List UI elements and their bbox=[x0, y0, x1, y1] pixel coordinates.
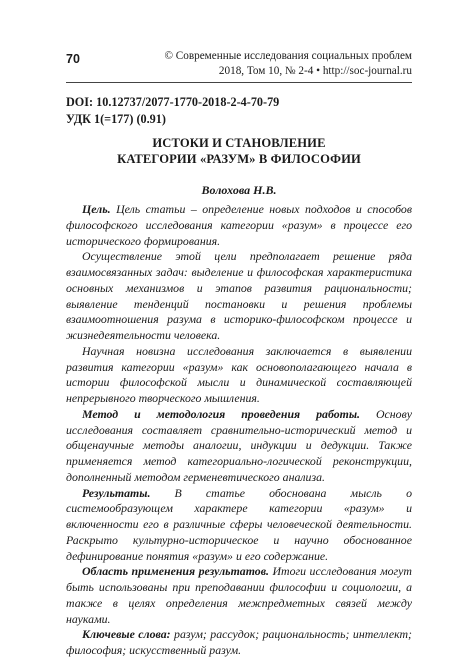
method-label: Метод и методология проведения работы. bbox=[82, 406, 361, 421]
abstract-method bbox=[66, 407, 412, 486]
page-number: 70 bbox=[66, 52, 80, 66]
abstract-tasks: Осуществление этой цели предполагает решение ряда взаимосвязанных задач: выделение и философская характеристика основных механизмов и этапов развития рациональности; выявление тенденций постановки и решения проблемы взаимоотношения разума в историко-философском процессе и жизнедеятельности человека. bbox=[66, 249, 412, 342]
application-label: Область применения результатов. bbox=[82, 564, 269, 579]
udk: УДК 1(=177) (0.91) bbox=[66, 112, 166, 126]
results-text: В статье обоснована мысль о системообразующем характере категории «разум» и включенности его в различные сферы человеческой деятельности. Раскрыто культурно-историческое и научно обоснованное дефинирование понятия «разум» и его содержание. bbox=[66, 485, 412, 563]
article-title-line-1: ИСТОКИ И СТАНОВЛЕНИЕ bbox=[152, 136, 326, 150]
doi: DOI: 10.12737/2077-1770-2018-2-4-70-79 bbox=[66, 95, 280, 109]
goal-label: Цель. bbox=[82, 202, 111, 216]
journal-issue: 2018, Том 10, № 2-4 • http://soc-journal.ru bbox=[218, 64, 412, 77]
journal-header bbox=[152, 49, 412, 78]
abstract-results bbox=[66, 486, 412, 565]
abstract-goal bbox=[66, 202, 412, 249]
journal-name: © Современные исследования социальных проблем bbox=[164, 50, 412, 62]
goal-text: Цель статьи – определение новых подходов и способов философского исследования категории «разум» в процессе его исторического формирования. bbox=[66, 202, 412, 248]
header-divider bbox=[66, 82, 412, 83]
abstract bbox=[66, 202, 412, 659]
results-label: Результаты. bbox=[82, 485, 151, 500]
abstract-application bbox=[66, 564, 412, 627]
keywords-label: Ключевые слова: bbox=[82, 627, 171, 642]
keywords-text: разум; рассудок; рациональность; интеллект; философия; искусственный разум. bbox=[66, 627, 412, 657]
article-title-line-2: КАТЕГОРИИ «РАЗУМ» В ФИЛОСОФИИ bbox=[117, 152, 361, 166]
application-text: Итоги исследования могут быть использованы при преподавании философии и социологии, а также в целях определения межпредметных связей между науками. bbox=[66, 564, 412, 626]
method-text: Основу исследования составляет сравнительно-исторический метод и общенаучные методы аналогии, индукции и дедукции. Также применяется метод категориально-логической реконструкции, дополненный методом герменевтического анализа. bbox=[66, 406, 412, 484]
abstract-novelty: Научная новизна исследования заключается в выявлении развития категории «разум» как основополагающего начала в истории философской мысли и динамической составляющей непрерывного творческого мышления. bbox=[66, 343, 412, 405]
author: Волохова Н.В. bbox=[201, 183, 277, 197]
abstract-keywords bbox=[66, 627, 412, 659]
